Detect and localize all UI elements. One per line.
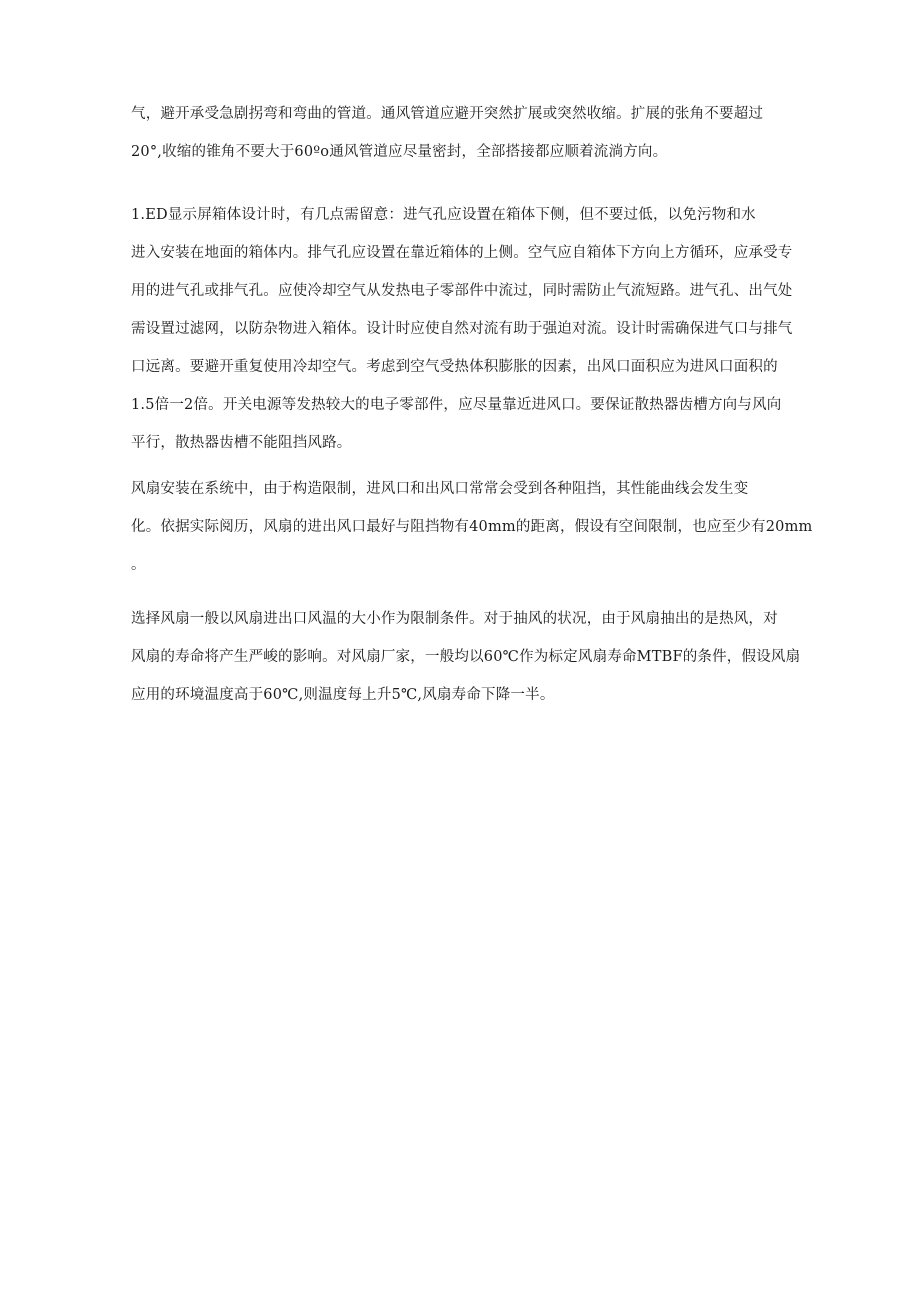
paragraph-line: 化。依据实际阅历，风扇的进出风口最好与阻挡物有40mm的距离，假设有空间限制，也应至少有20mm <box>131 519 813 535</box>
paragraph-line: 应用的环境温度高于60℃,则温度每上升5℃,风扇寿命下降一半。 <box>131 687 555 703</box>
paragraph-line: 选择风扇一般以风扇进出口风温的大小作为限制条件。对于抽风的状况，由于风扇抽出的是热风，对 <box>131 611 778 627</box>
paragraph-line: 风扇安装在系统中，由于构造限制，进风口和出风口常常会受到各种阻挡，其性能曲线会发生变 <box>131 481 749 497</box>
paragraph-line: 风扇的寿命将产生严峻的影响。对风扇厂家，一般均以60℃作为标定风扇寿命MTBF的条件，假设风扇 <box>131 649 801 665</box>
paragraph-line: 气，避开承受急剧拐弯和弯曲的管道。通风管道应避开突然扩展或突然收缩。扩展的张角不要超过 <box>131 106 764 122</box>
paragraph-line: 用的进气孔或排气孔。应使冷却空气从发热电子零部件中流过，同时需防止气流短路。进气孔、出气处 <box>131 283 793 299</box>
paragraph-line: 进入安装在地面的箱体内。排气孔应设置在靠近箱体的上侧。空气应自箱体下方向上方循环，应承受专 <box>131 245 793 261</box>
paragraph-line: 平行，散热器齿槽不能阻挡风路。 <box>131 435 352 451</box>
paragraph-line: 口远离。要避开重复使用冷却空气。考虑到空气受热体积膨胀的因素，出风口面积应为进风口面积的 <box>131 359 778 375</box>
paragraph-fan-selection <box>131 600 801 714</box>
paragraph-fan-installation <box>131 470 813 584</box>
paragraph-line: 1.ED显示屏箱体设计时，有几点需留意：进气孔应设置在箱体下侧，但不要过低，以免污物和水 <box>131 207 756 223</box>
paragraph-line: 1.5倍一2倍。开关电源等发热较大的电子零部件，应尽量靠近进风口。要保证散热器齿槽方向与风向 <box>131 397 782 413</box>
paragraph-ventilation-duct <box>131 95 793 171</box>
paragraph-line: 。 <box>131 557 146 573</box>
paragraph-line: 20°,收缩的锥角不要大于60ºo通风管道应尽量密封，全部搭接都应顺着流淌方向。 <box>131 144 668 160</box>
paragraph-enclosure-design <box>131 196 793 462</box>
paragraph-line: 需设置过滤网，以防杂物进入箱体。设计时应使自然对流有助于强迫对流。设计时需确保进气口与排气 <box>131 321 793 337</box>
